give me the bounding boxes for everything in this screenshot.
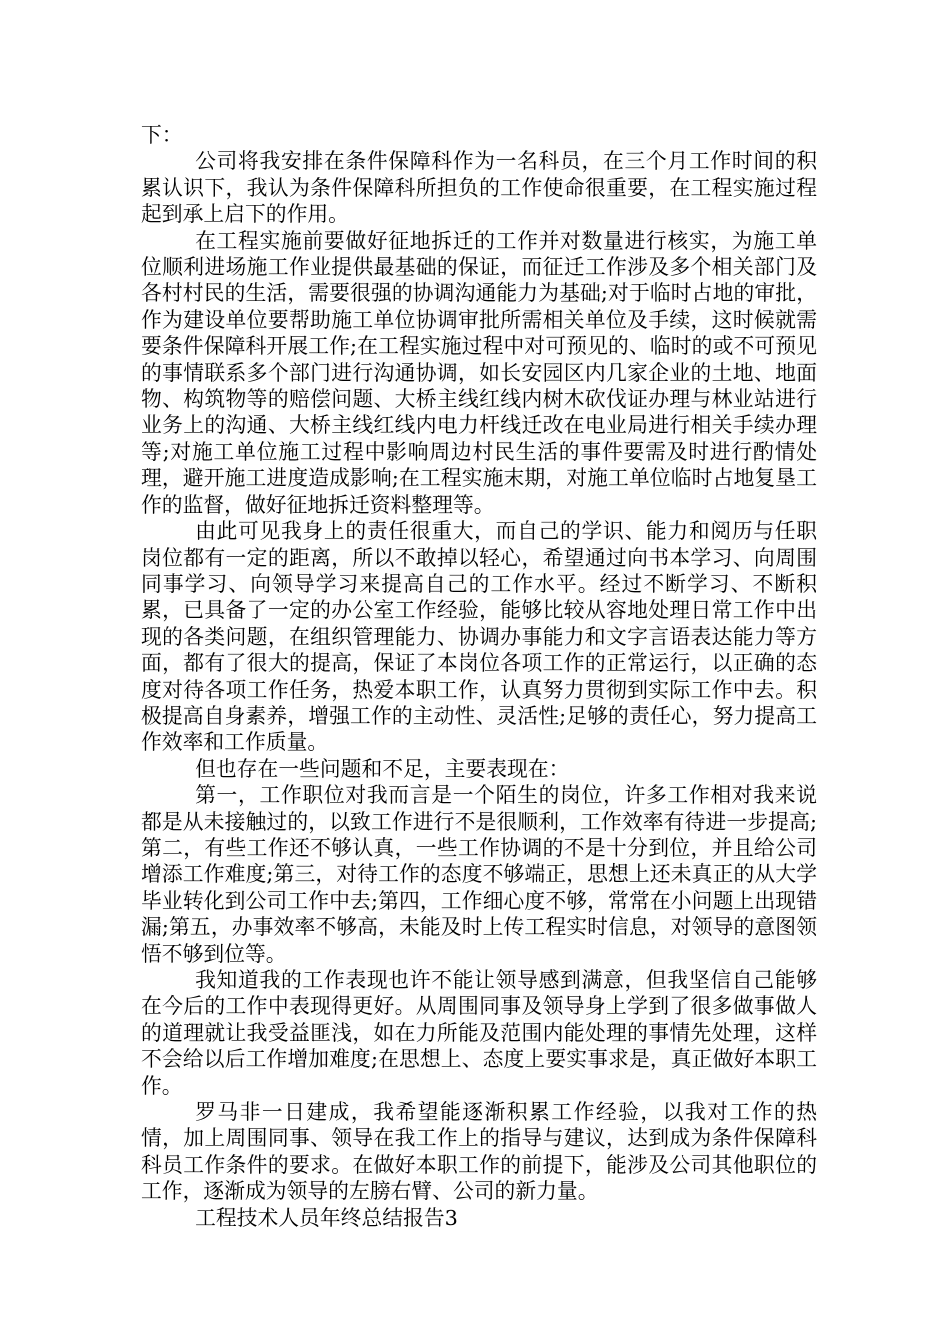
paragraph: 罗马非一日建成，我希望能逐渐积累工作经验，以我对工作的热情，加上周围同事、领导在我工作上的指导与建议，达到成为条件保障科科员工作条件的要求。在做好本职工作的前提下，能涉及公司其他职位的工作，逐渐成为领导的左膀右臂、公司的新力量。 (141, 1100, 817, 1204)
paragraph: 在工程实施前要做好征地拆迁的工作并对数量进行核实，为施工单位顺利进场施工作业提供最基础的保证，而征迁工作涉及多个相关部门及各村村民的生活，需要很强的协调沟通能力为基础;对于临时占地的审批，作为建设单位要帮助施工单位协调审批所需相关单位及手续，这时候就需要条件保障科开展工作;在工程实施过程中对可预见的、临时的或不可预见的事情联系多个部门进行沟通协调，如长安园区内几家企业的土地、地面物、构筑物等的赔偿问题、大桥主线红线内树木砍伐证办理与林业站进行业务上的沟通、大桥主线红线内电力杆线迁改在电业局进行相关手续办理等;对施工单位施工过程中影响周边村民生活的事件要需及时进行酌情处理，避开施工进度造成影响;在工程实施末期，对施工单位临时占地复垦工作的监督，做好征地拆迁资料整理等。 (141, 228, 817, 517)
paragraph: 第一，工作职位对我而言是一个陌生的岗位，许多工作相对我来说都是从未接触过的，以致工作进行不是很顺利，工作效率有待进一步提高;第二，有些工作还不够认真，一些工作协调的不是十分到位，并且给公司增添工作难度;第三，对待工作的态度不够端正，思想上还未真正的从大学毕业转化到公司工作中去;第四，工作细心度不够，常常在小问题上出现错漏;第五，办事效率不够高，未能及时上传工程实时信息，对领导的意图领悟不够到位等。 (141, 783, 817, 966)
paragraph: 我知道我的工作表现也许不能让领导感到满意，但我坚信自己能够在今后的工作中表现得更好。从周围同事及领导身上学到了很多做事做人的道理就让我受益匪浅，如在力所能及范围内能处理的事情先处理，这样不会给以后工作增加难度;在思想上、态度上要实事求是，真正做好本职工作。 (141, 968, 817, 1098)
section-heading: 工程技术人员年终总结报告3 (195, 1205, 458, 1230)
paragraph: 由此可见我身上的责任很重大，而自己的学识、能力和阅历与任职岗位都有一定的距离，所以不敢掉以轻心，希望通过向书本学习、向周围同事学习、向领导学习来提高自己的工作水平。经过不断学习、不断积累，已具备了一定的办公室工作经验，能够比较从容地处理日常工作中出现的各类问题，在组织管理能力、协调办事能力和文字言语表达能力等方面，都有了很大的提高，保证了本岗位各项工作的正常运行，以正确的态度对待各项工作任务，热爱本职工作，认真努力贯彻到实际工作中去。积极提高自身素养，增强工作的主动性、灵活性;足够的责任心，努力提高工作效率和工作质量。 (141, 519, 817, 755)
paragraph: 下： (141, 123, 183, 147)
paragraph: 但也存在一些问题和不足，主要表现在： (195, 756, 570, 781)
paragraph: 公司将我安排在条件保障科作为一名科员，在三个月工作时间的积累认识下，我认为条件保障科所担负的工作使命很重要，在工程实施过程起到承上启下的作用。 (141, 149, 817, 227)
document-body (141, 122, 817, 1231)
